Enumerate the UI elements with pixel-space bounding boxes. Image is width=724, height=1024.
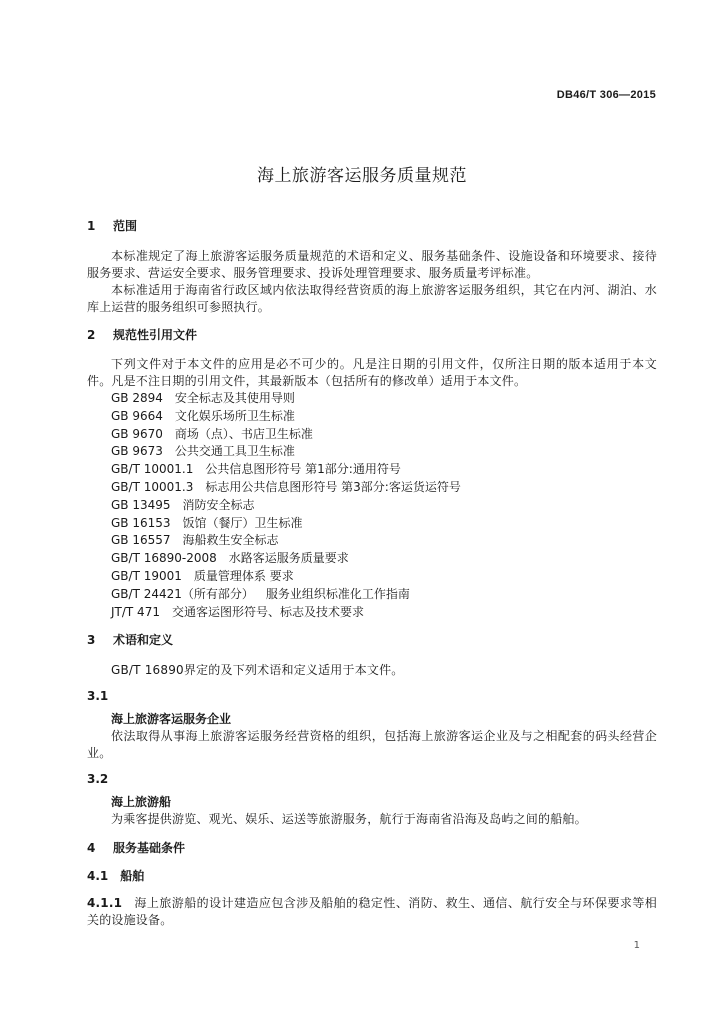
reference-title: 安全标志及其使用导则 [174, 391, 295, 405]
reference-item [87, 568, 657, 586]
section-number: 1 [87, 219, 96, 233]
section-title: 范围 [113, 219, 138, 233]
reference-code: JT/T 471 [111, 604, 160, 619]
reference-item [87, 497, 657, 515]
subsection-number: 4.1 [87, 869, 109, 884]
reference-code: GB 2894 [111, 391, 163, 405]
section-number: 3 [87, 633, 96, 648]
clause-text: 海上旅游船的设计建造应包含涉及船舶的稳定性、消防、救生、通信、航行安全与环保要求等相关的设施设备。 [87, 896, 657, 928]
reference-title: 饭馆（餐厅）卫生标准 [182, 515, 303, 530]
term-number: 3.2 [87, 772, 109, 787]
clause-paragraph [87, 895, 657, 929]
term-definition: 为乘客提供游览、观光、娱乐、运送等旅游服务，航行于海南省沿海及岛屿之间的船舶。 [111, 812, 587, 827]
section-3-heading [87, 631, 657, 649]
term-name: 海上旅游船 [111, 795, 172, 810]
term-definition: 依法取得从事海上旅游客运服务经营资格的组织，包括海上旅游客运企业及与之相配套的码头经营企业。 [87, 729, 657, 761]
document-title: 海上旅游客运服务质量规范 [257, 166, 467, 186]
reference-title: 质量管理体系 要求 [193, 568, 294, 583]
reference-code: GB 13495 [111, 497, 171, 512]
reference-title: 公共交通工具卫生标准 [174, 444, 295, 459]
reference-code: GB 9673 [111, 444, 163, 459]
section-title: 规范性引用文件 [113, 328, 198, 342]
paragraph: GB/T 16890界定的及下列术语和定义适用于本文件。 [111, 663, 404, 678]
reference-title: 水路客运服务质量要求 [228, 551, 349, 566]
reference-list [87, 390, 657, 621]
reference-code: GB 16153 [111, 515, 171, 530]
reference-code: GB/T 16890-2008 [111, 551, 217, 566]
paragraph: 本标准适用于海南省行政区域内依法取得经营资质的海上旅游客运服务组织，其它在内河、湖泊、水库上运营的服务组织可参照执行。 [87, 283, 657, 314]
reference-title: 海船救生安全标志 [182, 533, 279, 548]
reference-title: 商场（点）、书店卫生标准 [174, 426, 313, 441]
section-1-heading [87, 217, 657, 235]
reference-code: GB 9670 [111, 426, 163, 441]
reference-title: 标志用公共信息图形符号 第3部分:客运货运符号 [205, 479, 461, 494]
reference-code: GB 9664 [111, 408, 163, 423]
page-number: 1 [633, 940, 640, 951]
reference-item [87, 426, 657, 444]
subsection-title: 船舶 [120, 869, 145, 884]
reference-title: 文化娱乐场所卫生标准 [174, 408, 295, 423]
reference-item [87, 479, 657, 497]
reference-title: 交通客运图形符号、标志及技术要求 [171, 604, 364, 619]
reference-title: 公共信息图形符号 第1部分:通用符号 [205, 462, 401, 477]
reference-title: 服务业组织标准化工作指南 [265, 586, 410, 601]
reference-item [87, 390, 657, 408]
reference-item [87, 604, 657, 622]
reference-item [87, 408, 657, 426]
reference-code: GB/T 10001.1 [111, 462, 194, 477]
section-number: 2 [87, 328, 96, 342]
reference-code: GB/T 24421（所有部分） [111, 586, 254, 601]
reference-code: GB/T 19001 [111, 568, 182, 583]
term-name: 海上旅游客运服务企业 [111, 712, 232, 727]
standard-code: DB46/T 306—2015 [556, 89, 656, 101]
reference-item [87, 515, 657, 533]
reference-item [87, 461, 657, 479]
section-title: 服务基础条件 [113, 841, 186, 856]
subsection-4-1-heading [87, 867, 657, 885]
term-number: 3.1 [87, 689, 109, 704]
document-body [87, 217, 657, 929]
reference-item [87, 532, 657, 550]
clause-number: 4.1.1 [87, 896, 123, 911]
reference-code: GB 16557 [111, 533, 171, 548]
section-title: 术语和定义 [113, 633, 174, 648]
section-2-heading [87, 326, 657, 344]
paragraph: 本标准规定了海上旅游客运服务质量规范的术语和定义、服务基础条件、设施设备和环境要求、接待服务要求、营运安全要求、服务管理要求、投诉处理管理要求、服务质量考评标准。 [87, 249, 657, 280]
reference-title: 消防安全标志 [182, 497, 255, 512]
section-4-heading [87, 839, 657, 857]
reference-code: GB/T 10001.3 [111, 479, 194, 494]
paragraph: 下列文件对于本文件的应用是必不可少的。凡是注日期的引用文件，仅所注日期的版本适用于本文件。凡是不注日期的引用文件，其最新版本（包括所有的修改单）适用于本文件。 [87, 357, 657, 388]
reference-item [87, 550, 657, 568]
section-number: 4 [87, 841, 96, 856]
reference-item [87, 586, 657, 604]
reference-item [87, 443, 657, 461]
